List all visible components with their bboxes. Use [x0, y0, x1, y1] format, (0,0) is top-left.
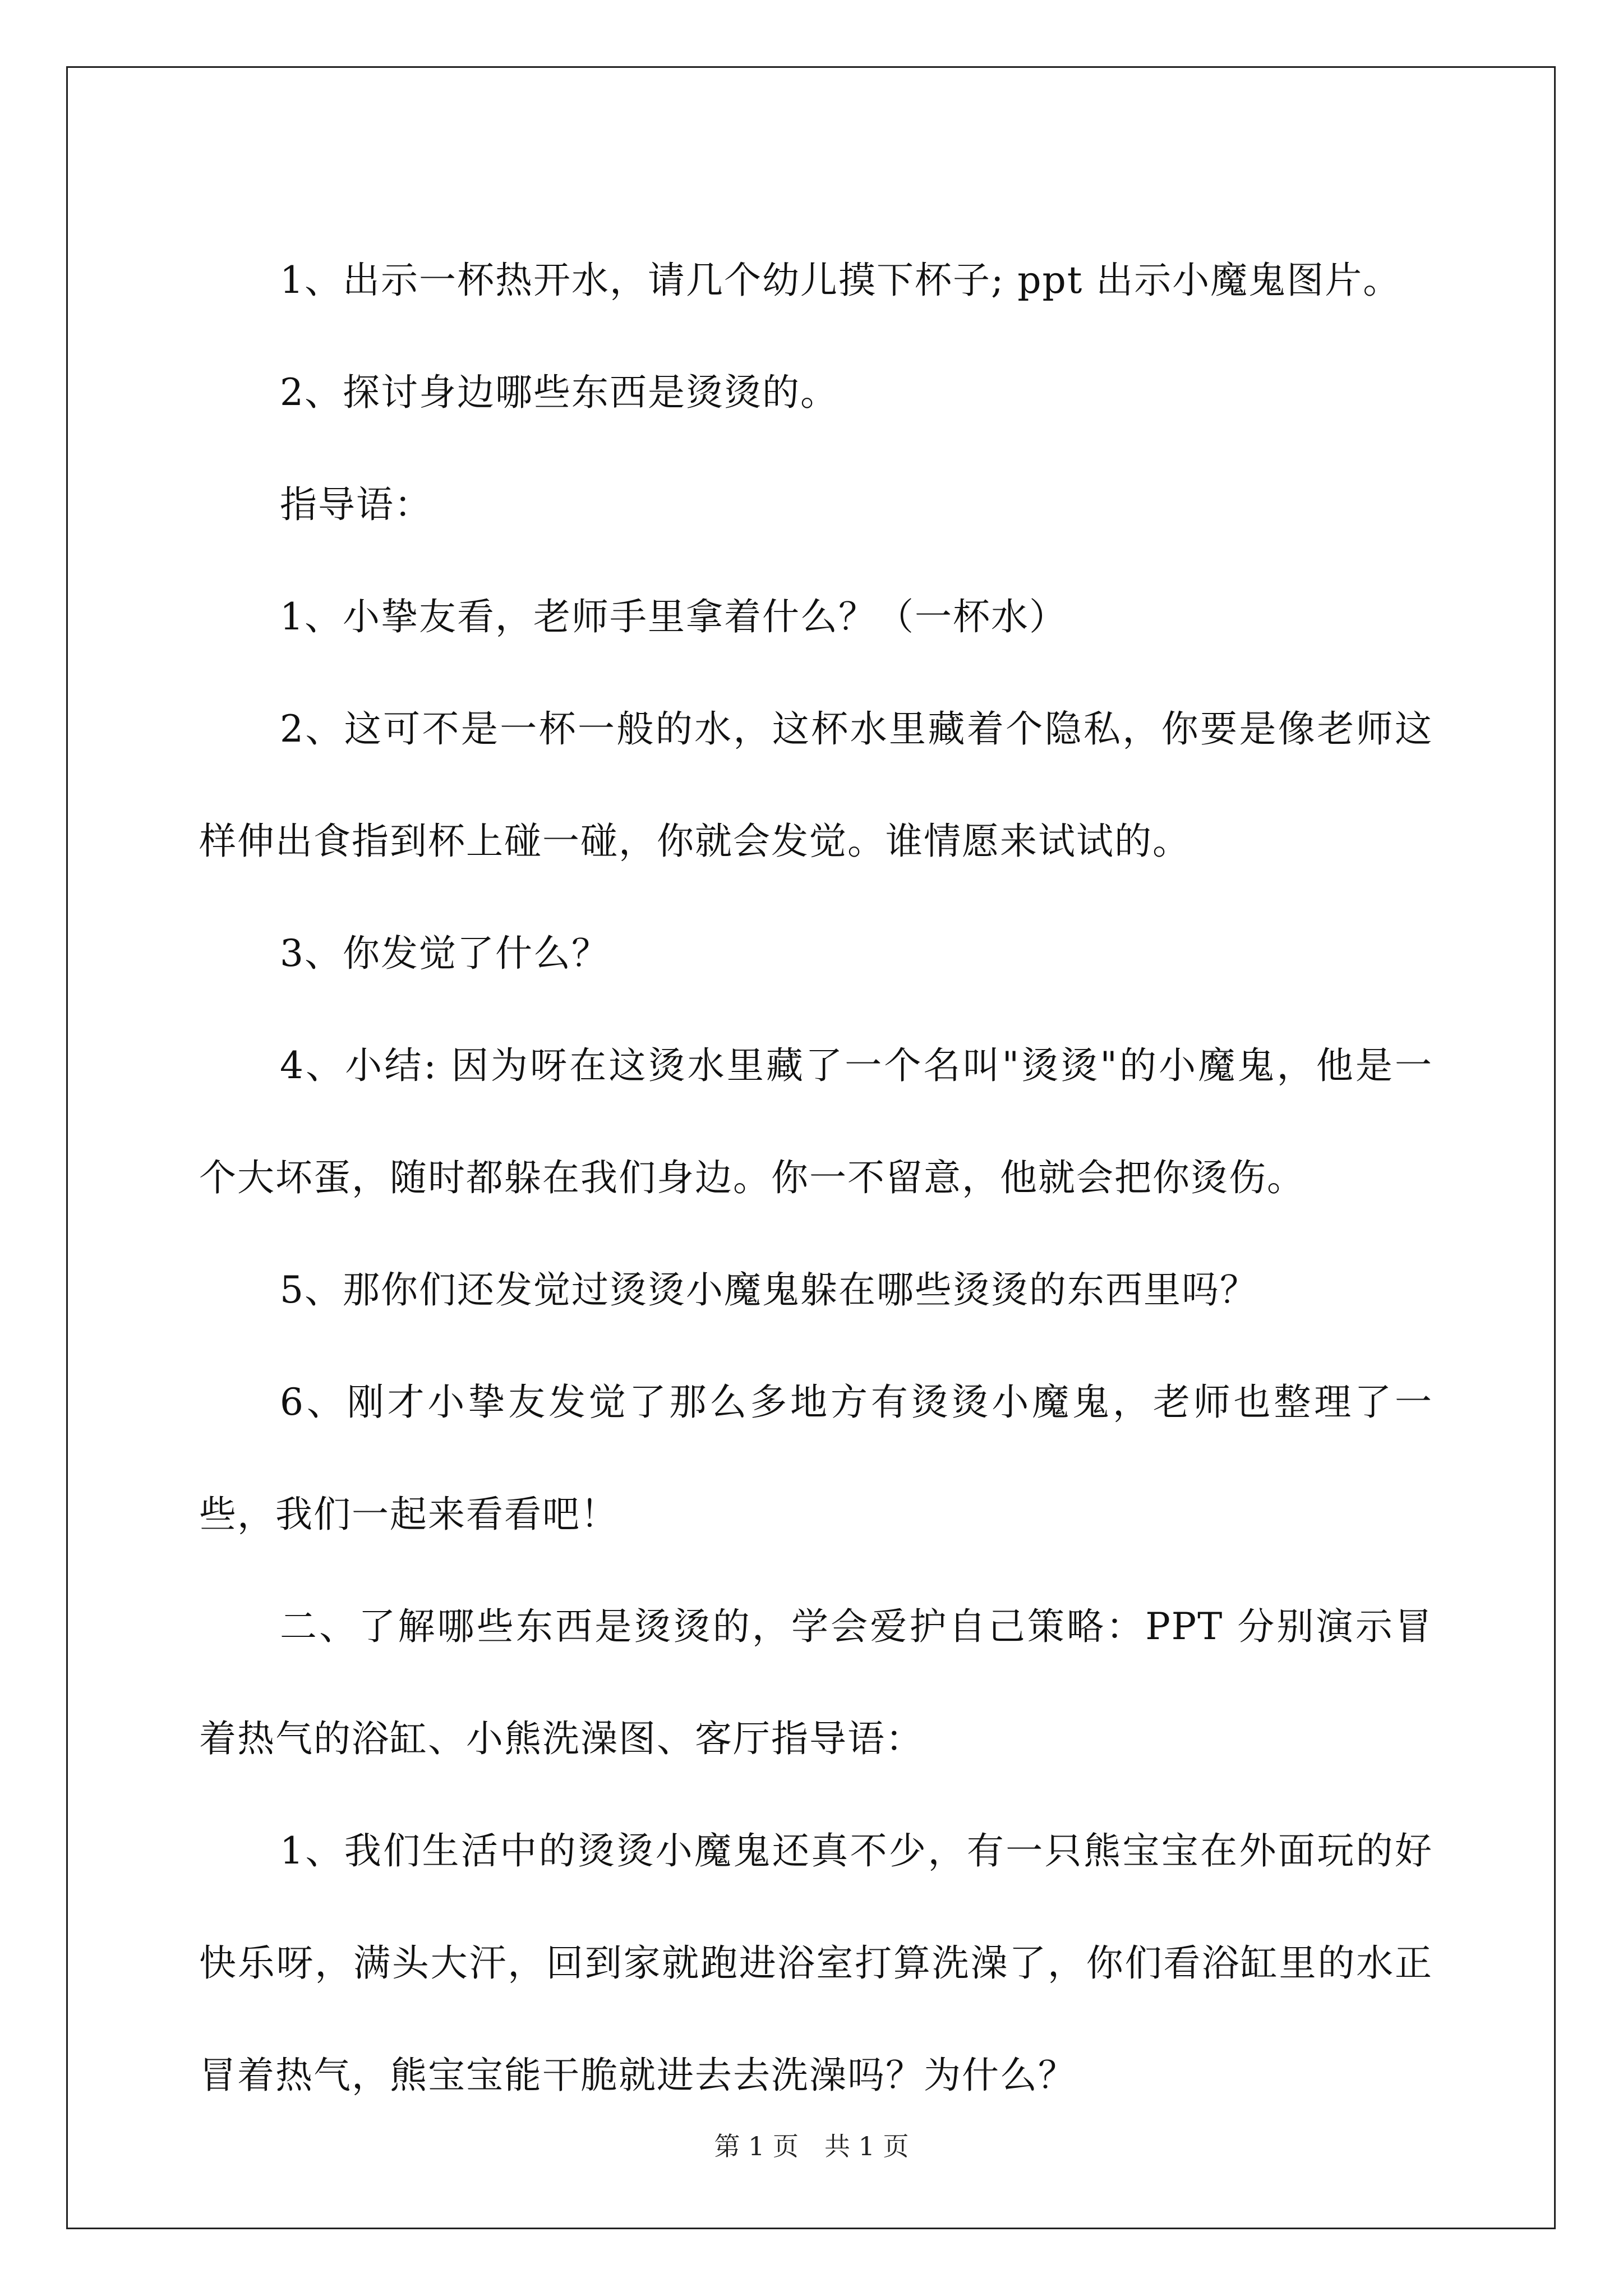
paragraph: 指导语：	[280, 483, 432, 526]
paragraph: 3、你发觉了什么？	[280, 932, 610, 975]
paragraph: 1、我们生活中的烫烫小魔鬼还真不少，有一只熊宝宝在外面玩的好快乐呀，满头大汗，回到家就跑进浴室打算洗澡了，你们看浴缸里的水正冒着热气，熊宝宝能干脆就进去去洗澡吗？为什么？	[199, 1829, 1433, 2097]
paragraph: 6、刚才小挚友发觉了那么多地方有烫烫小魔鬼，老师也整理了一些，我们一起来看看吧！	[199, 1381, 1433, 1536]
document-body	[199, 224, 1433, 2132]
page-footer: 第 1 页 共 1 页	[714, 2131, 909, 2161]
paragraph: 5、那你们还发觉过烫烫小魔鬼躲在哪些烫烫的东西里吗？	[280, 1268, 1258, 1312]
paragraph: 1、出示一杯热开水，请几个幼儿摸下杯子; ppt 出示小魔鬼图片。	[280, 259, 1401, 302]
paragraph: 2、这可不是一杯一般的水，这杯水里藏着个隐私，你要是像老师这样伸出食指到杯上碰一碰，你就会发觉。谁情愿来试试的。	[199, 707, 1433, 863]
paragraph: 1、小挚友看，老师手里拿着什么？（一杯水）	[280, 595, 1067, 638]
paragraph: 二、了解哪些东西是烫烫的，学会爱护自己策略：PPT 分别演示冒着热气的浴缸、小熊洗澡图、客厅指导语：	[199, 1605, 1433, 1760]
paragraph: 2、探讨身边哪些东西是烫烫的。	[280, 371, 838, 414]
paragraph: 4、小结: 因为呀在这烫水里藏了一个名叫"烫烫"的小魔鬼，他是一个大坏蛋，随时都躲在我们身边。你一不留意，他就会把你烫伤。	[199, 1044, 1433, 1199]
